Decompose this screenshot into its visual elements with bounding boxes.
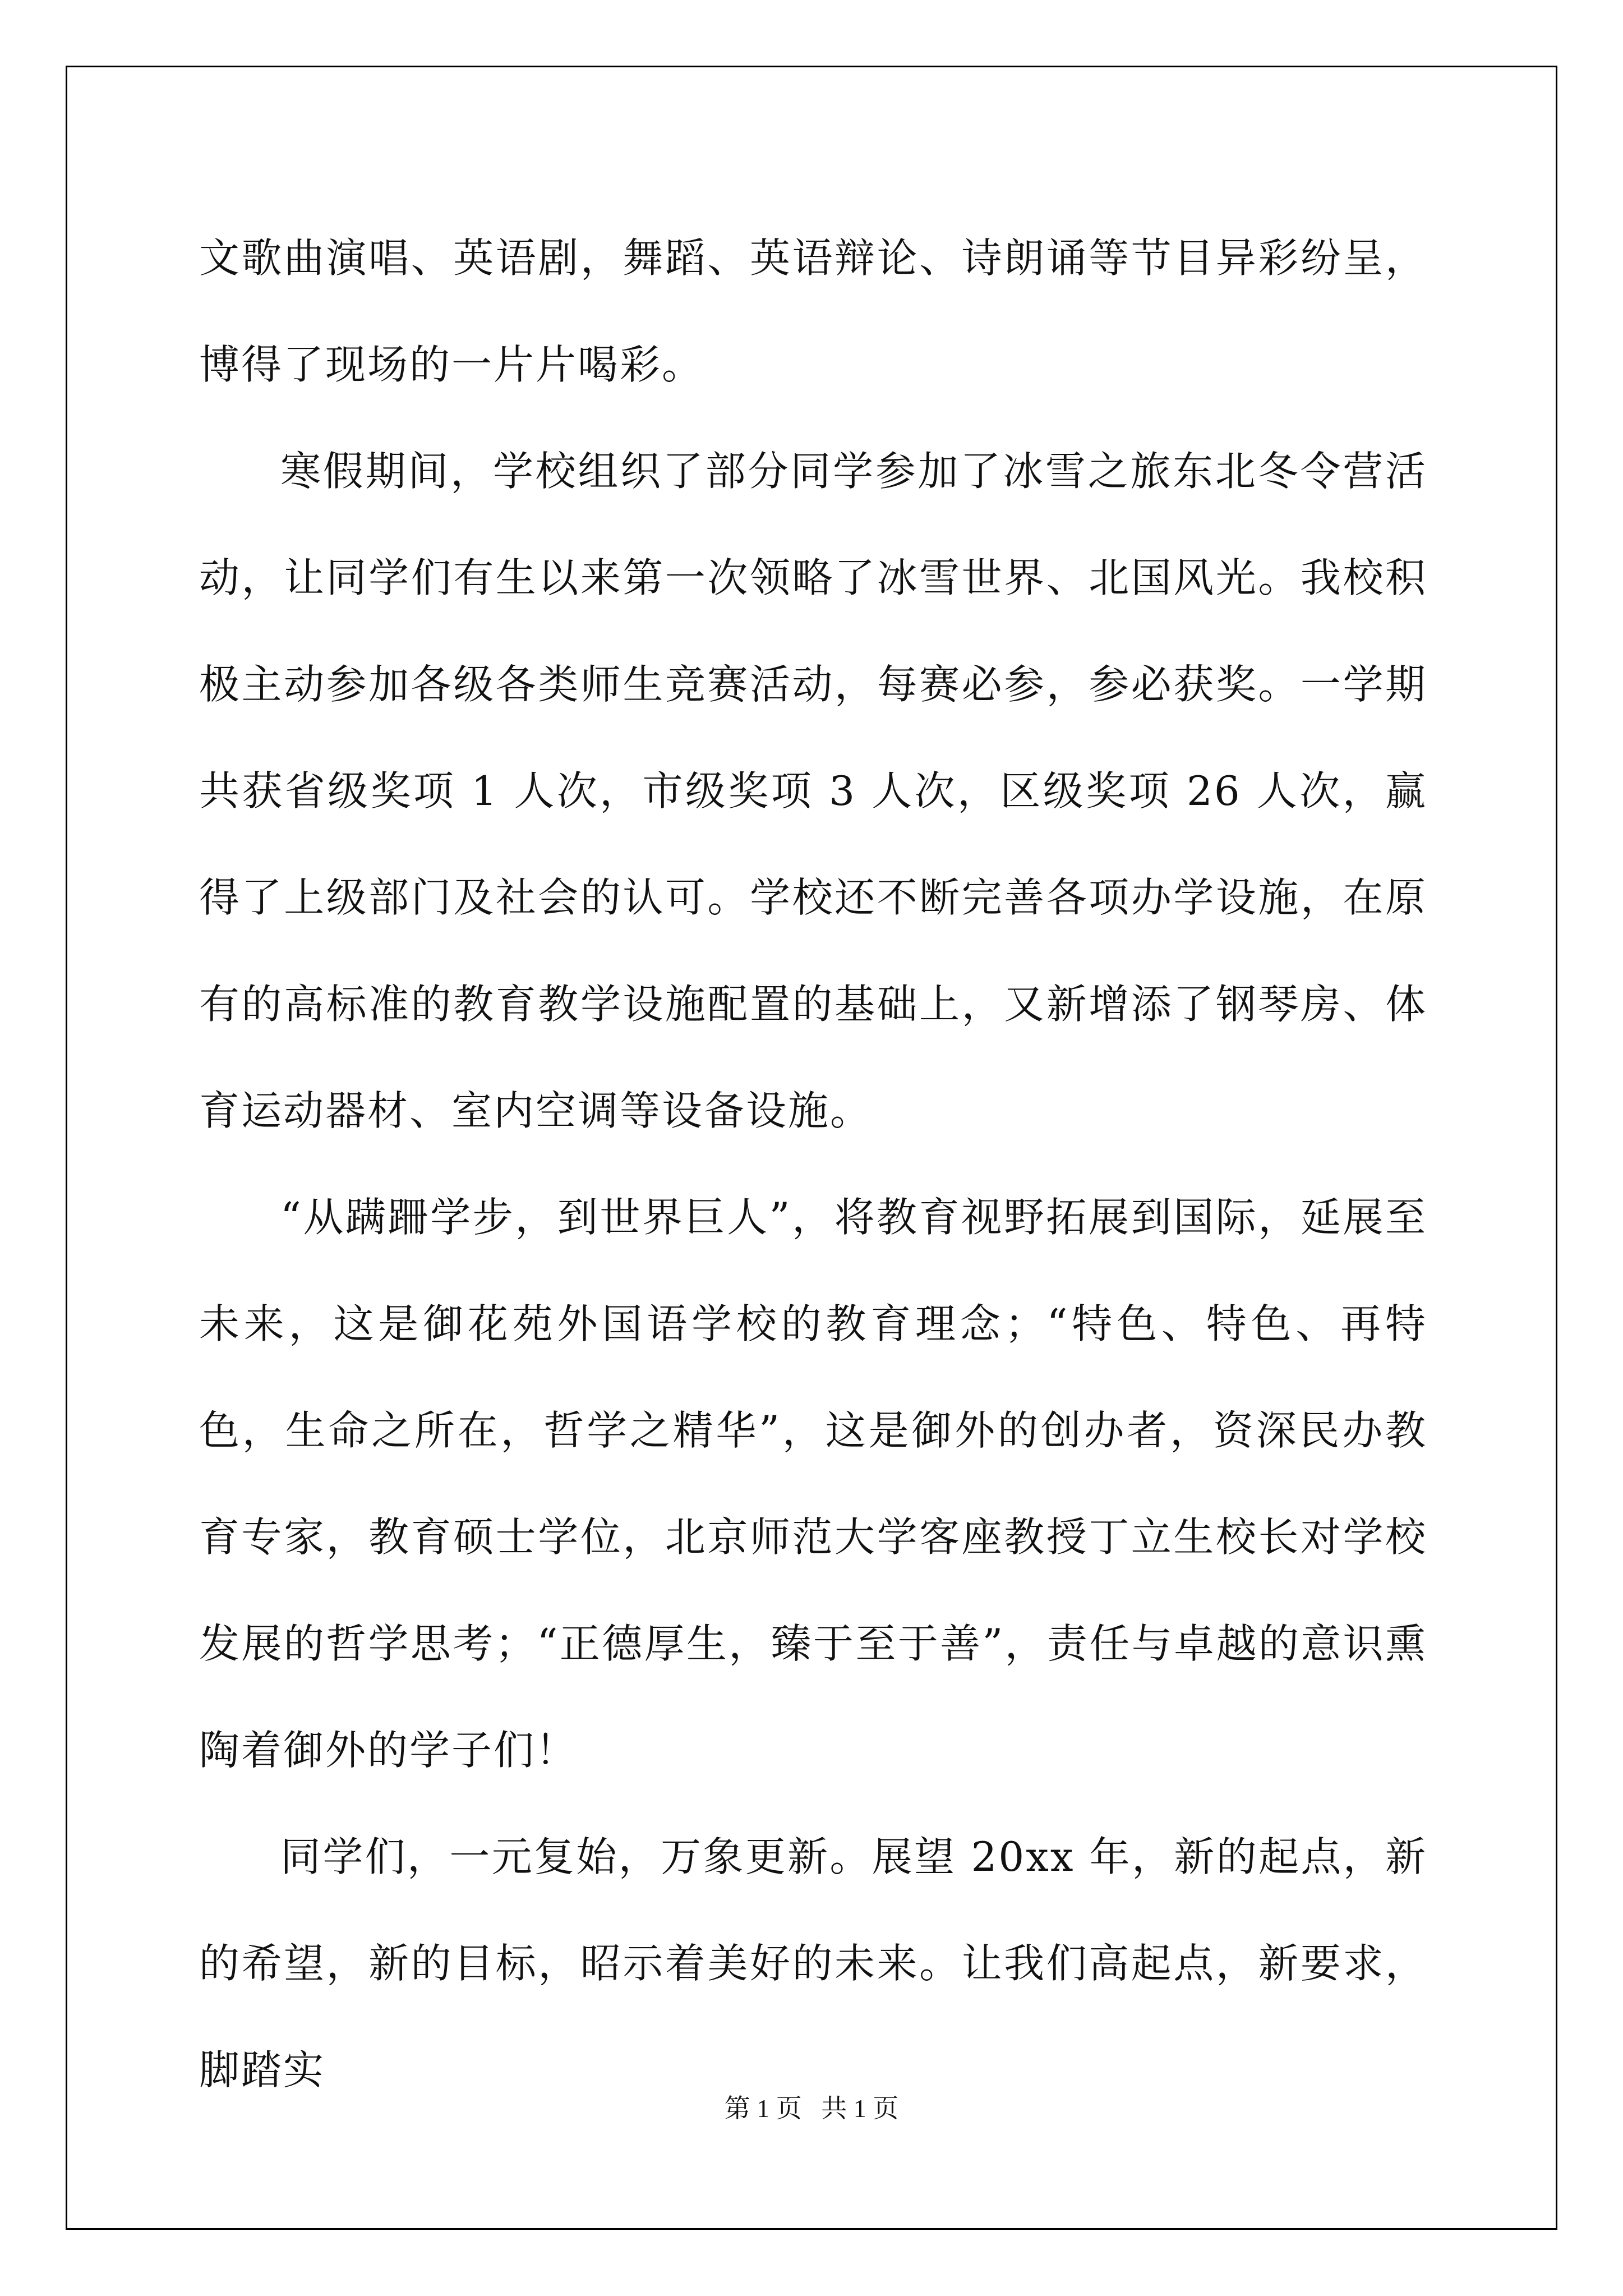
paragraph-2: 寒假期间，学校组织了部分同学参加了冰雪之旅东北冬令营活动，让同学们有生以来第一次领略了冰雪世界、北国风光。我校积极主动参加各级各类师生竞赛活动，每赛必参，参必获奖。一学期共获省级奖项 1 人次，市级奖项 3 人次，区级奖项 26 人次，赢得了上级部门及社会的认可。学校还不断完善各项办学设施，在原有的高标准的教育教学设施配置的基础上，又新增添了钢琴房、体育运动器材、室内空调等设备设施。 [199, 448, 1427, 1134]
paragraph-4: 同学们，一元复始，万象更新。展望 20xx 年，新的起点，新的希望，新的目标，昭示着美好的未来。让我们高起点，新要求，脚踏实 [199, 1833, 1427, 2093]
page-number-footer: 第 1 页 共 1 页 [724, 2094, 899, 2123]
paragraph-3: “从蹒跚学步，到世界巨人”，将教育视野拓展到国际，延展至未来，这是御花苑外国语学校的教育理念；“特色、特色、再特色，生命之所在，哲学之精华”，这是御外的创办者，资深民办教育专家，教育硕士学位，北京师范大学客座教授丁立生校长对学校发展的哲学思考；“正德厚生，臻于至于善”，责任与卓越的意识熏陶着御外的学子们！ [199, 1194, 1427, 1774]
document-body [199, 205, 1427, 2123]
paragraph-1: 文歌曲演唱、英语剧，舞蹈、英语辩论、诗朗诵等节目异彩纷呈，博得了现场的一片片喝彩。 [199, 234, 1427, 388]
